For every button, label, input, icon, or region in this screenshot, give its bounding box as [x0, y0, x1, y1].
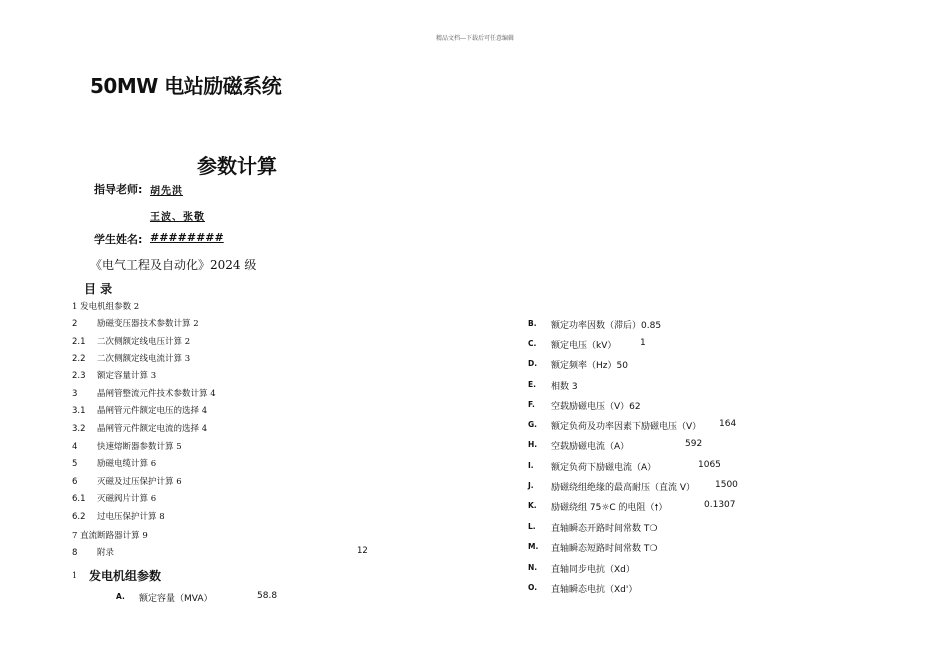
parameter-text: 额定电压（kV）: [551, 341, 617, 351]
parameter-text: 额定容量（MVA）: [139, 594, 213, 604]
parameter-text: 直轴同步电抗（Xd）: [551, 565, 635, 575]
toc-item: [72, 492, 156, 504]
toc-item-number: 2.3: [72, 371, 86, 381]
parameter-row: [528, 338, 646, 352]
toc-item-text: 晶闸管元件额定电压的选择 4: [97, 406, 208, 416]
section-title: 发电机组参数: [89, 569, 162, 583]
toc-item-text: 励磁电缆计算 6: [97, 459, 157, 469]
advisor-name: 胡先洪: [150, 186, 183, 197]
parameter-text: 励磁绕组绝缘的最高耐压（直流 V）: [551, 483, 696, 493]
parameter-letter: B.: [528, 319, 537, 328]
parameter-text: 直轴瞬态开路时间常数 T❍: [551, 524, 658, 534]
toc-item: [72, 510, 165, 522]
parameter-text: 额定频率（Hz）50: [551, 361, 628, 371]
toc-item-number: 3.2: [72, 424, 86, 434]
toc-item-number: 4: [72, 442, 78, 452]
parameter-text: 直轴瞬态电抗（Xd'）: [551, 585, 638, 595]
toc-item: [72, 422, 207, 434]
toc-item-number: 6.2: [72, 512, 86, 522]
parameter-letter: E.: [528, 380, 536, 389]
parameter-row: [528, 480, 738, 494]
parameter-letter: D.: [528, 359, 538, 368]
parameter-letter: G.: [528, 420, 538, 429]
parameter-text: 额定负荷下励磁电流（A）: [551, 463, 657, 473]
toc-item-number: 8: [72, 548, 78, 558]
parameter-row: [528, 500, 736, 514]
parameter-row: [528, 582, 638, 596]
toc-item-number: 6: [72, 477, 78, 487]
parameter-text: 额定负荷及功率因素下励磁电压（V）: [551, 422, 702, 432]
student-label: 学生姓名:: [94, 233, 143, 246]
toc-item: [72, 404, 207, 416]
document-title: 50MW 电站励磁系统: [90, 74, 282, 98]
toc-item-text: 二次侧额定线电压计算 2: [97, 337, 191, 347]
toc-item: 7 直流断路器计算 9: [72, 531, 148, 541]
toc-item-text: 快速熔断器参数计算 5: [97, 442, 182, 452]
toc-item-text: 晶闸管整流元件技术参数计算 4: [97, 389, 216, 399]
parameter-text: 相数 3: [551, 382, 578, 392]
toc-item: [72, 369, 156, 381]
parameter-row: [528, 521, 658, 535]
toc-item-text: 励磁变压器技术参数计算 2: [97, 319, 199, 329]
toc-item-text: 晶闸管元件额定电流的选择 4: [97, 424, 208, 434]
toc-item: [72, 352, 190, 364]
parameter-letter: N.: [528, 563, 538, 572]
parameter-row: [528, 358, 628, 372]
parameter-letter: A.: [116, 592, 125, 601]
parameter-value: 1: [640, 338, 646, 348]
toc-item: 1 发电机组参数 2: [72, 302, 140, 312]
toc-item-number: 5: [72, 459, 78, 469]
advisor-label: 指导老师:: [94, 183, 143, 196]
parameter-row: [528, 562, 635, 576]
toc-item: [72, 457, 156, 469]
parameter-letter: O.: [528, 583, 538, 592]
toc-item: [72, 440, 182, 452]
section-number: 1: [72, 571, 78, 580]
toc-item-text: 额定容量计算 3: [97, 371, 157, 381]
advisor-others: 王波、张敬: [150, 212, 205, 223]
toc-item-text: 附录: [97, 548, 115, 558]
parameter-value: 1065: [698, 460, 721, 470]
toc-item: [72, 546, 114, 558]
major-class-line: 《电气工程及自动化》2024 级: [90, 258, 257, 272]
parameter-row: [528, 318, 662, 332]
parameter-letter: L.: [528, 522, 536, 531]
toc-item-text: 二次侧额定线电流计算 3: [97, 354, 191, 364]
parameter-letter: K.: [528, 501, 537, 510]
toc-item-number: 2: [72, 319, 78, 329]
toc-item: [72, 475, 182, 487]
parameter-letter: I.: [528, 461, 534, 470]
document-subtitle: 参数计算: [197, 154, 277, 178]
parameter-value: 164: [719, 419, 737, 429]
toc-item-number: 2.1: [72, 337, 86, 347]
parameter-row: [528, 541, 658, 555]
toc-item-text: 灭磁阀片计算 6: [97, 494, 157, 504]
student-name: ########: [150, 231, 224, 244]
page-header-note: 精品文档---下载后可任意编辑: [435, 35, 515, 42]
toc-item-text: 灭磁及过压保护计算 6: [97, 477, 182, 487]
toc-item: [72, 335, 190, 347]
parameter-text: 励磁绕组 75☼C 的电阻（🠕）: [551, 503, 668, 513]
parameter-row: [528, 419, 737, 433]
parameter-letter: J.: [528, 481, 534, 490]
toc-item-number: 3: [72, 389, 78, 399]
toc-item-number: 3.1: [72, 406, 86, 416]
parameter-row: [528, 460, 721, 474]
toc-item-text: 过电压保护计算 8: [97, 512, 165, 522]
parameter-value: 1500: [715, 480, 738, 490]
toc-item: [72, 387, 216, 399]
parameter-letter: H.: [528, 440, 538, 449]
parameter-text: 直轴瞬态短路时间常数 T❍: [551, 544, 658, 554]
toc-item: [72, 317, 199, 329]
parameter-text: 额定功率因数（滞后）0.85: [551, 321, 662, 331]
parameter-value: 0.1307: [704, 500, 736, 510]
parameter-letter: M.: [528, 542, 539, 551]
toc-item-page: 12: [357, 546, 368, 556]
parameter-letter: C.: [528, 339, 537, 348]
toc-item-number: 2.2: [72, 354, 86, 364]
parameter-row: [116, 591, 278, 605]
parameter-row: [528, 379, 578, 393]
parameter-text: 空载励磁电流（A）: [551, 442, 630, 452]
parameter-row: [528, 399, 641, 413]
parameter-value: 58.8: [257, 591, 278, 601]
parameter-row: [528, 439, 703, 453]
toc-title: 目 录: [84, 282, 113, 296]
parameter-letter: F.: [528, 400, 535, 409]
toc-item-number: 6.1: [72, 494, 86, 504]
parameter-text: 空载励磁电压（V）62: [551, 402, 641, 412]
parameter-value: 592: [685, 439, 703, 449]
